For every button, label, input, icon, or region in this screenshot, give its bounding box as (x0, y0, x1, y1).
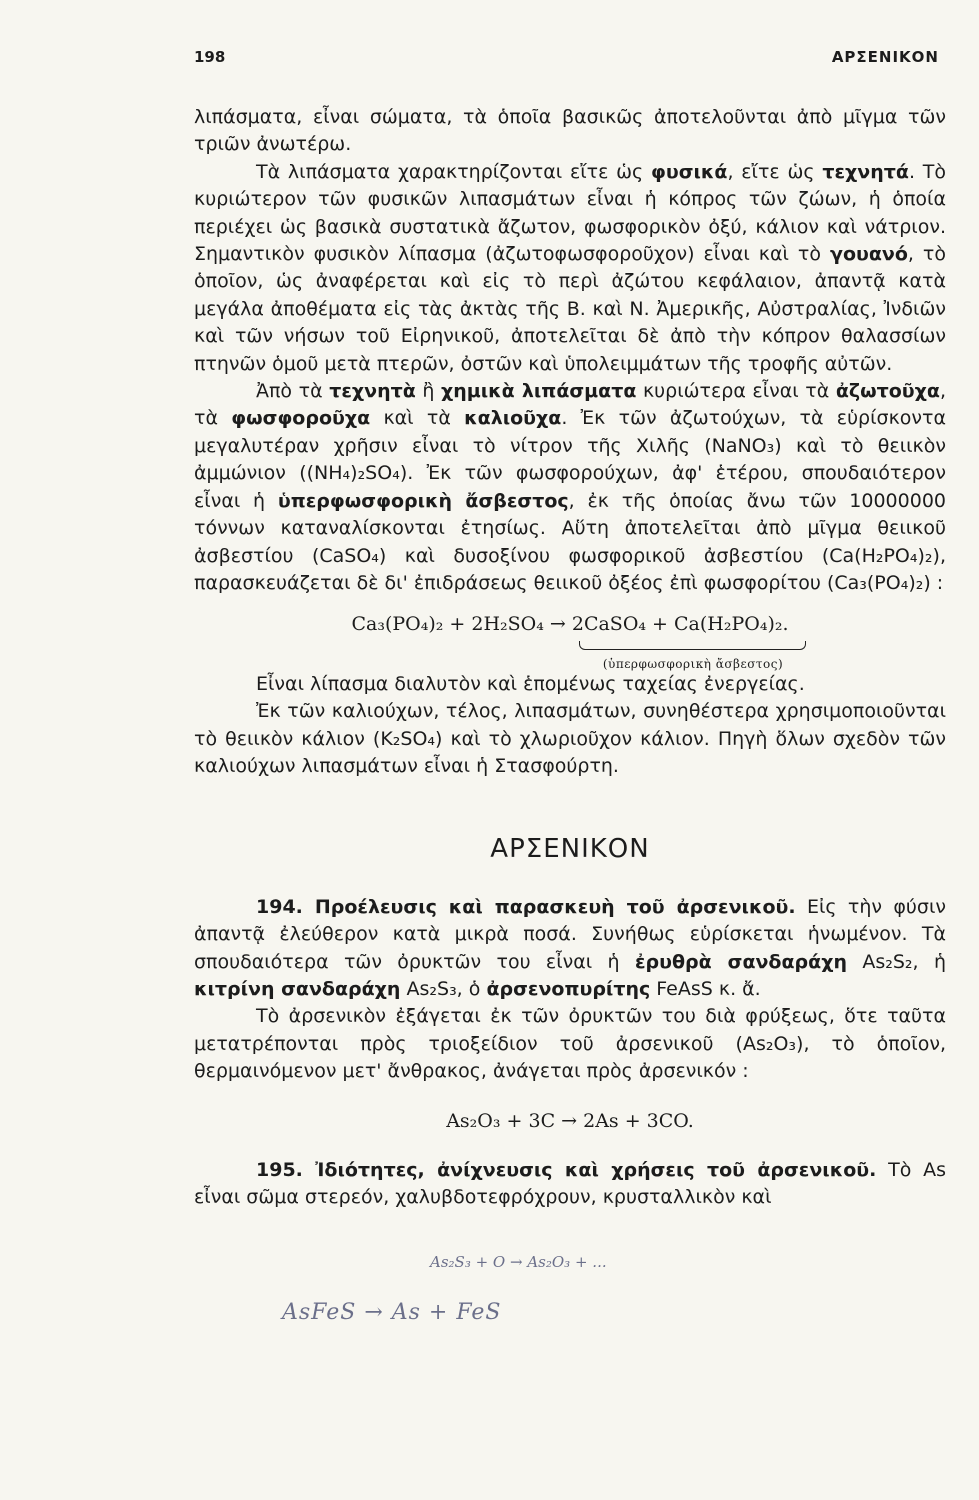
bold-term: χημικὰ λιπάσματα (441, 380, 637, 403)
bold-term: κιτρίνη σανδαράχη (194, 977, 401, 1000)
text-run: καὶ τὰ (370, 407, 465, 430)
underbrace-annotation (194, 639, 946, 671)
handwritten-note: AsFeS → As + FeS (282, 1300, 502, 1325)
paragraph-soluble: Εἶναι λίπασμα διαλυτὸν καὶ ἑπομένως ταχείας ἐνεργείας. (256, 672, 805, 695)
bold-term: ἀζωτοῦχα (835, 380, 940, 403)
paragraph-extraction: Τὸ ἀρσενικὸν ἐξάγεται ἐκ τῶν ὀρυκτῶν του διὰ φρύξεως, ὅτε ταῦτα μετατρέπονται πρὸς τριοξείδιον τοῦ ἀρσενικοῦ (As₂O₃), τὸ ὁποῖον, θερμαινόμενον μετ' ἄνθρακος, ἀνάγεται πρὸς ἀρσενικόν : (194, 1005, 946, 1083)
bold-term: ἐρυθρὰ σανδαράχη (634, 950, 847, 973)
text-run: Ἀπὸ τὰ (256, 380, 330, 403)
bold-term: τεχνητά (822, 160, 909, 183)
text-run: , τὸ ὁποῖον, ὡς ἀναφέρεται καὶ εἰς τὸ περὶ ἀζώτου κεφάλαιον, ἀπαντᾷ κατὰ μεγάλα ἀποθέματα εἰς τὰς ἀκτὰς τῆς Β. καὶ Ν. Ἀμερικῆς, Αὐστραλίας, Ἰνδιῶν καὶ τῶν νήσων τοῦ Εἰρηνικοῦ, ἀποτελεῖται δὲ ἀπὸ τὴν κόπρον θαλασσίων πτηνῶν ὁμοῦ μετὰ πτερῶν, ὀστῶν καὶ ὑπολειμμάτων τῆς τροφῆς αὐτῶν. (194, 243, 946, 375)
paragraph-chemical-fertilizers (194, 378, 946, 597)
text-run: As₂S₂, ἡ (846, 950, 946, 973)
text-run: Τὸ As εἶναι σῶμα στερεόν, χαλυβδοτεφρόχρουν, κρυσταλλικὸν καὶ (194, 1159, 946, 1209)
section-heading: 194. Προέλευσις καὶ παρασκευὴ τοῦ ἀρσενικοῦ. (256, 895, 796, 918)
section-title: ΑΡΣΕΝΙΚΟΝ (490, 834, 650, 865)
bold-term: γουανό (830, 243, 908, 266)
text-run: . Τὸ κυριώτερον τῶν φυσικῶν λιπασμάτων εἶναι ἡ κόπρος τῶν ζώων, ἡ ὁποία περιέχει ὡς βασικὰ συστατικὰ ἄζωτον, φωσφορικὸν ὀξύ, κάλιον καὶ νάτριον. Σημαντικὸν φυσικὸν λίπασμα (ἀζωτοφωσφοροῦχον) εἶναι καὶ τὸ (194, 160, 946, 266)
text-run: , εἴτε ὡς (727, 160, 823, 183)
page-number: 198 (194, 48, 226, 66)
paragraph-potassium: Ἐκ τῶν καλιούχων, τέλος, λιπασμάτων, συνηθέστερα χρησιμοποιοῦνται τὸ θειικὸν κάλιον (K₂SO₄) καὶ τὸ χλωριοῦχον κάλιον. Πηγὴ ὅλων σχεδὸν τῶν καλιούχων λιπασμάτων εἶναι ἡ Στασφούρτη. (194, 700, 946, 777)
text-run: As₂S₃, ὁ (400, 977, 487, 1000)
text-run: Εἰς τὴν φύσιν ἀπαντᾷ ἐλεύθερον κατὰ μικρὰ ποσά. Συνήθως εὑρίσκεται ἡνωμένον. Τὰ σπουδαιότερα τῶν ὀρυκτῶν του εἶναι ἡ (194, 895, 946, 973)
text-run: κυριώτερα εἶναι τὰ (636, 380, 836, 403)
bold-term: φωσφοροῦχα (231, 407, 371, 430)
bold-term: φυσικά (651, 160, 728, 183)
text-run: . Ἐκ τῶν ἀζωτούχων, τὰ εὑρίσκοντα μεγαλυτέραν χρῆσιν εἶναι τὸ νίτρον τῆς Χιλῆς (NaNO₃) καὶ τὸ θειικὸν ἀμμώνιον ((NH₄)₂SO₄). Ἐκ τῶν φωσφορούχων, ἀφ' ἑτέρου, σπουδαιότερον εἶναι ἡ (194, 407, 946, 512)
underbrace-shape (579, 641, 806, 650)
underbrace-label: (ὑπερφωσφορικὴ ἄσβεστος) (602, 656, 784, 671)
body-text (194, 104, 946, 1212)
paragraph-fertilizers (194, 159, 946, 378)
running-head: ΑΡΣΕΝΙΚΟΝ (831, 48, 939, 66)
text-run: ἢ (415, 380, 441, 403)
bold-term: τεχνητὰ (329, 380, 416, 403)
text-run: , τὰ (194, 380, 946, 430)
page-header (194, 48, 939, 74)
bold-term: ὑπερφωσφορικὴ ἄσβεστος (277, 489, 569, 512)
text-run: Τὰ λιπάσματα χαρακτηρίζονται εἴτε ὡς (256, 160, 651, 183)
paragraph-intro: λιπάσματα, εἶναι σώματα, τὰ ὁποῖα βασικῶς ἀποτελοῦνται ἀπὸ μῖγμα τῶν τριῶν ἀνωτέρω. (194, 106, 946, 156)
bold-term: ἀρσενοπυρίτης (486, 977, 651, 1000)
equation-reduction: As₂O₃ + 3C → 2As + 3CO. (446, 1109, 694, 1132)
text-run: , ἐκ τῆς ὁποίας ἄνω τῶν 10000000 τόννων καταναλίσκονται ἐτησίως. Αὕτη ἀποτελεῖται ἀπὸ μῖγμα θειικοῦ ἀσβεστίου (CaSO₄) καὶ δυσοξίνου φωσφορικοῦ ἀσβεστίου (Ca(H₂PO₄)₂), παρασκευάζεται δὲ δι' ἐπιδράσεως θειικοῦ ὀξέος ἐπὶ φωσφορίτου (Ca₃(PO₄)₂) : (194, 489, 946, 594)
section-195 (194, 1157, 946, 1212)
text-run: FeAsS κ. ἄ. (650, 977, 761, 1000)
equation-superphosphate: Ca₃(PO₄)₂ + 2H₂SO₄ → 2CaSO₄ + Ca(H₂PO₄)₂. (351, 613, 789, 636)
section-194 (194, 894, 946, 1004)
handwritten-note: As₂S₃ + O → As₂O₃ + ... (430, 1253, 607, 1271)
bold-term: καλιοῦχα (464, 407, 562, 430)
section-heading: 195. Ἰδιότητες, ἀνίχνευσις καὶ χρήσεις τοῦ ἀρσενικοῦ. (256, 1159, 877, 1181)
